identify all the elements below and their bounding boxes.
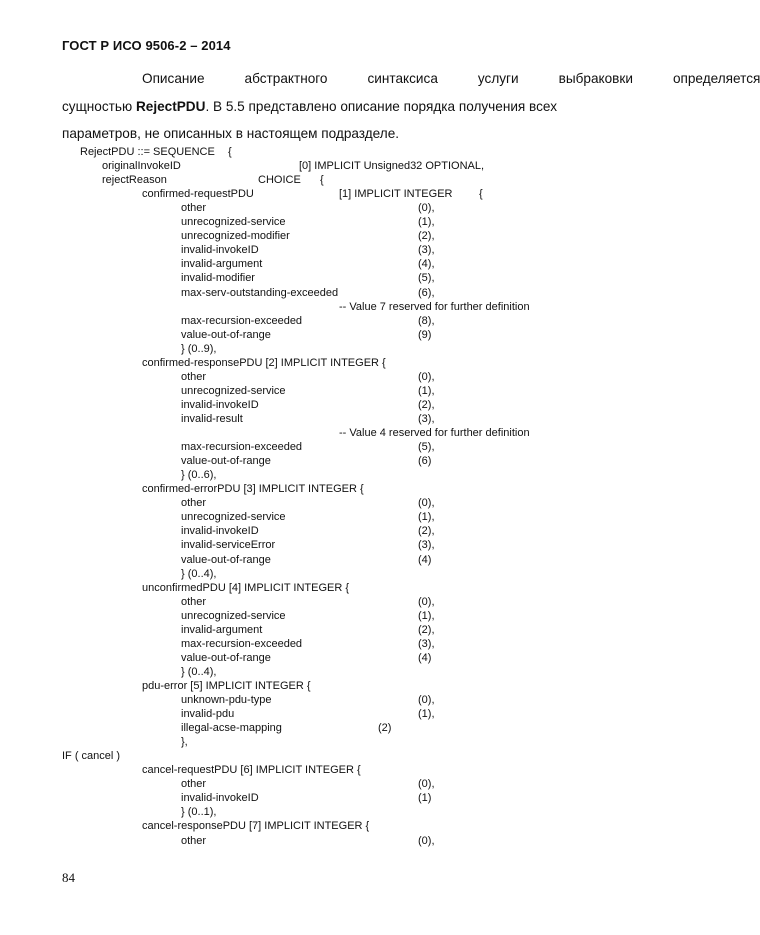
code-line-col-a: invalid-argument xyxy=(181,258,263,271)
code-line-col-a: unknown-pdu-type xyxy=(181,694,272,706)
code-line-col-a: } (0..1), xyxy=(181,806,217,819)
code-line-col-a: unrecognized-service xyxy=(181,384,286,397)
code-line-col-a: pdu-error [5] IMPLICIT INTEGER { xyxy=(142,679,311,692)
code-line-col-b: (0), xyxy=(418,694,435,706)
code-line-col-b: (0), xyxy=(418,370,435,383)
code-line-col-b: (4) xyxy=(418,553,432,566)
code-line-col-b: (0), xyxy=(418,595,435,608)
code-line-col-b: (0), xyxy=(418,202,435,215)
code-line-col-a: invalid-argument xyxy=(181,623,263,636)
code-line-col-a: unrecognized-service xyxy=(181,609,286,622)
code-line-col-a: other xyxy=(181,497,207,510)
code-line-col-a: invalid-invokeID xyxy=(181,525,259,538)
code-line-col-a: invalid-modifier xyxy=(181,272,255,285)
code-line-col-a: value-out-of-range xyxy=(181,553,271,566)
code-line-col-a: unrecognized-service xyxy=(181,511,286,524)
code-line-col-b: (2), xyxy=(418,398,435,411)
code-line-col-a: other xyxy=(181,834,207,847)
code-line-col-a: invalid-invokeID xyxy=(181,792,259,805)
code-line-col-a: confirmed-requestPDU xyxy=(142,188,254,201)
code-line-col-b: { xyxy=(228,146,232,158)
code-line-col-a: value-out-of-range xyxy=(181,455,271,468)
code-line-col-b: (2) xyxy=(378,722,392,735)
code-line-col-b: (3), xyxy=(418,539,435,552)
code-line-col-b: (3), xyxy=(418,412,435,425)
code-line-col-a: value-out-of-range xyxy=(181,651,271,664)
code-line-col-b: (0), xyxy=(418,497,435,510)
code-line-col-a: invalid-invokeID xyxy=(181,244,259,257)
paragraph-word: определяется xyxy=(672,71,760,86)
code-line-col-b: (1) xyxy=(418,792,432,805)
code-line-col-b: CHOICE xyxy=(258,174,301,187)
code-line-col-c: { xyxy=(479,188,483,201)
code-line-col-a: other xyxy=(181,370,207,383)
code-line-col-a: cancel-responsePDU [7] IMPLICIT INTEGER { xyxy=(142,820,370,833)
paragraph-text: сущностью xyxy=(62,98,136,114)
paragraph-word: синтаксиса xyxy=(367,71,438,86)
code-line-col-c: { xyxy=(320,174,324,187)
code-line-col-a: RejectPDU ::= SEQUENCE xyxy=(80,146,215,158)
code-line-col-b: (3), xyxy=(418,637,435,650)
code-line-col-b: (6) xyxy=(418,455,432,468)
code-line-col-b: (9) xyxy=(418,328,432,341)
code-line-col-b: [0] IMPLICIT Unsigned32 OPTIONAL, xyxy=(299,160,485,173)
code-line-col-a: unconfirmedPDU [4] IMPLICIT INTEGER { xyxy=(142,581,350,594)
code-line-col-a: -- Value 4 reserved for further definition xyxy=(339,427,530,439)
paragraph-word: Описание xyxy=(142,71,205,86)
code-line-col-b: (8), xyxy=(418,314,435,327)
document-header: ГОСТ Р ИСО 9506-2 – 2014 xyxy=(62,38,231,53)
code-line-col-b: (4), xyxy=(418,258,435,271)
paragraph-text: . В 5.5 представлено описание порядка получения всех xyxy=(205,98,557,114)
code-line-col-b: (1), xyxy=(418,511,435,524)
code-line-col-a: other xyxy=(181,202,207,215)
code-line-col-a: invalid-pdu xyxy=(181,708,235,720)
code-line-col-b: (2), xyxy=(418,525,435,538)
code-line-col-a: invalid-result xyxy=(181,412,243,425)
code-line-col-a: } (0..4), xyxy=(181,567,217,580)
code-line-col-b: (4) xyxy=(418,651,432,664)
code-line-col-b: (1), xyxy=(418,609,435,622)
code-line-col-a: } (0..9), xyxy=(181,342,217,355)
code-line-col-b: (5), xyxy=(418,272,435,285)
code-line-col-a: confirmed-responsePDU [2] IMPLICIT INTEGER { xyxy=(142,356,386,369)
code-line-col-a: illegal-acse-mapping xyxy=(181,722,282,735)
code-line-col-a: invalid-serviceError xyxy=(181,539,276,552)
page-number: 84 xyxy=(62,870,75,885)
code-line-col-a: max-recursion-exceeded xyxy=(181,441,303,454)
code-line-col-a: originalInvokeID xyxy=(102,160,181,173)
code-line-col-b: (1), xyxy=(418,384,435,397)
code-line-col-a: cancel-requestPDU [6] IMPLICIT INTEGER { xyxy=(142,764,361,777)
code-line-col-a: other xyxy=(181,778,207,791)
code-line-col-b: (0), xyxy=(418,834,435,847)
paragraph-word: абстрактного xyxy=(244,71,328,86)
code-line-col-a: unrecognized-service xyxy=(181,216,286,229)
code-line-col-a: rejectReason xyxy=(102,174,167,187)
code-line-col-b: (2), xyxy=(418,230,435,243)
code-line-col-a: value-out-of-range xyxy=(181,328,271,341)
code-line-col-b: (0), xyxy=(418,778,435,791)
paragraph-word: услуги xyxy=(477,71,519,86)
code-line-col-a: -- Value 7 reserved for further definition xyxy=(339,300,530,313)
code-line-col-b: (1), xyxy=(418,216,435,229)
code-line-col-b: [1] IMPLICIT INTEGER xyxy=(339,188,453,201)
paragraph-line-3: параметров, не описанных в настоящем подразделе. xyxy=(62,126,400,141)
code-line-col-b: (3), xyxy=(418,244,435,257)
code-line-col-a: IF ( cancel ) xyxy=(62,750,121,763)
code-line-col-a: invalid-invokeID xyxy=(181,398,259,411)
code-line-col-b: (5), xyxy=(418,441,435,454)
code-line-col-a: }, xyxy=(181,736,188,749)
code-line-col-a: unrecognized-modifier xyxy=(181,230,290,243)
code-line-col-a: confirmed-errorPDU [3] IMPLICIT INTEGER { xyxy=(142,483,364,496)
reject-pdu-term: RejectPDU xyxy=(135,98,206,114)
code-line-col-b: (6), xyxy=(418,286,435,299)
code-line-col-a: } (0..6), xyxy=(181,469,217,482)
code-line-col-a: max-recursion-exceeded xyxy=(181,637,303,650)
code-line-col-b: (1), xyxy=(418,708,435,720)
code-line-col-b: (2), xyxy=(418,623,435,636)
code-line-col-a: } (0..4), xyxy=(181,665,217,678)
code-line-col-a: other xyxy=(181,595,207,608)
code-line-col-a: max-serv-outstanding-exceeded xyxy=(181,286,339,299)
paragraph-word: выбраковки xyxy=(558,71,633,86)
code-line-col-a: max-recursion-exceeded xyxy=(181,314,303,327)
